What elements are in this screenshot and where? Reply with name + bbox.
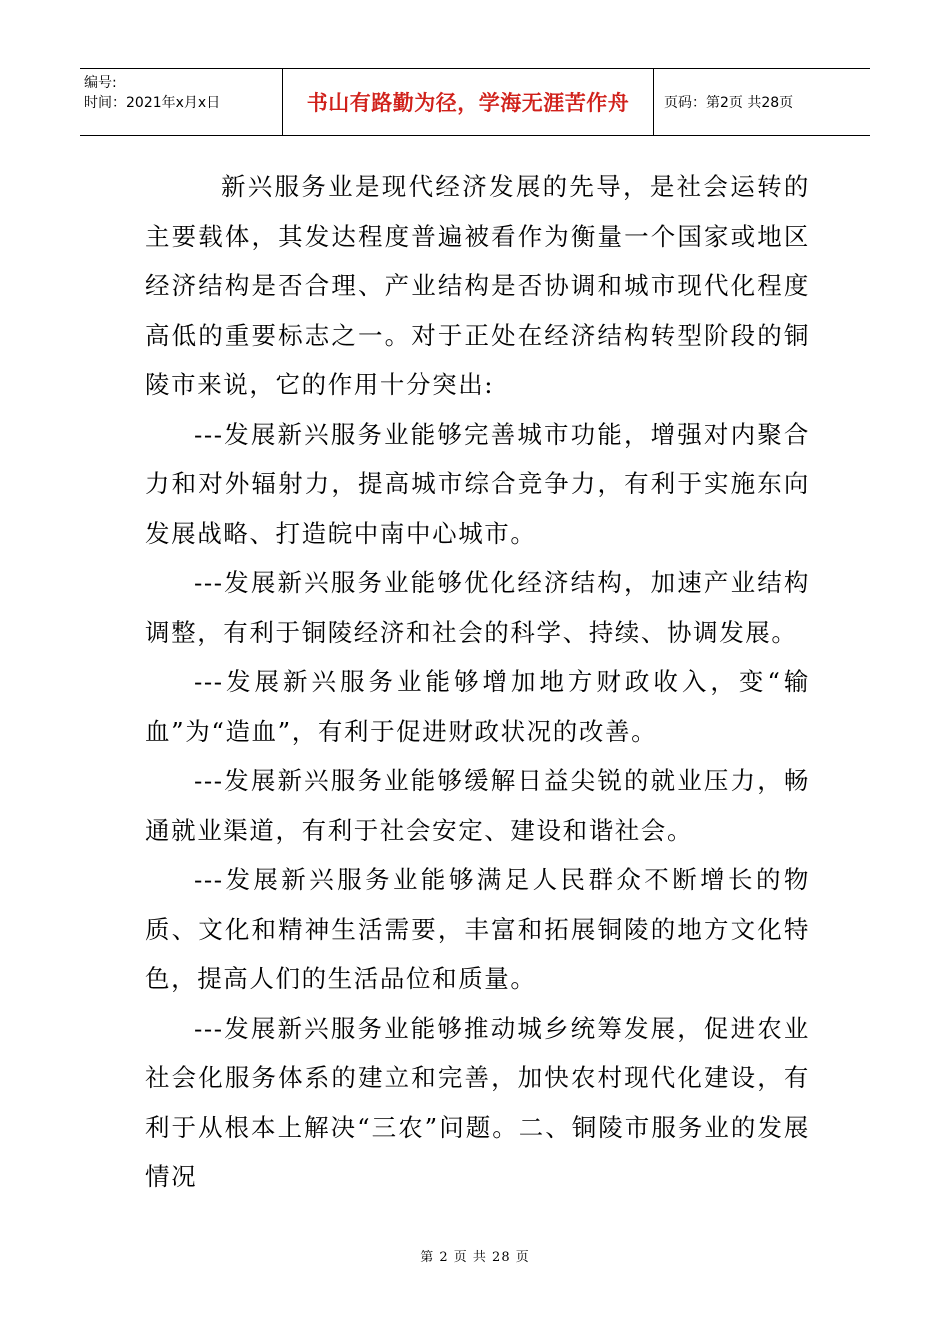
body-paragraph: ---发展新兴服务业能够缓解日益尖锐的就业压力，畅通就业渠道，有利于社会安定、建设和谐社会。 bbox=[145, 766, 810, 845]
document-time-label: 时间：2021年x月x日 bbox=[84, 95, 221, 111]
body-paragraph: ---发展新兴服务业能够推动城乡统筹发展，促进农业社会化服务体系的建立和完善，加快农村现代化建设，有利于从根本上解决“三农”问题。二、铜陵市服务业的发展情况 bbox=[145, 1013, 810, 1191]
body-paragraph: ---发展新兴服务业能够完善城市功能，增强对内聚合力和对外辐射力，提高城市综合竞争力，有利于实施东向发展战略、打造皖中南中心城市。 bbox=[145, 419, 810, 548]
header-motto: 书山有路勤为径，学海无涯苦作舟 bbox=[282, 69, 654, 135]
page-footer: 第 2 页 共 28 页 bbox=[420, 1250, 530, 1265]
page-header bbox=[80, 68, 870, 136]
body-paragraph: ---发展新兴服务业能够优化经济结构，加速产业结构调整，有利于铜陵经济和社会的科学、持续、协调发展。 bbox=[145, 568, 810, 647]
header-page-number: 页码：第2页 共28页 bbox=[664, 95, 794, 111]
header-meta bbox=[80, 69, 282, 135]
body-paragraph: ---发展新兴服务业能够满足人民群众不断增长的物质、文化和精神生活需要，丰富和拓展铜陵的地方文化特色，提高人们的生活品位和质量。 bbox=[145, 865, 810, 993]
document-number-label: 编号: bbox=[84, 75, 117, 91]
body-paragraph: ---发展新兴服务业能够增加地方财政收入，变“输血”为“造血”，有利于促进财政状况的改善。 bbox=[145, 667, 810, 746]
document-body bbox=[145, 162, 810, 1202]
body-paragraph: 新兴服务业是现代经济发展的先导，是社会运转的主要载体，其发达程度普遍被看作为衡量一个国家或地区经济结构是否合理、产业结构是否协调和城市现代化程度高低的重要标志之一。对于正处在经济结构转型阶段的铜陵市来说，它的作用十分突出: bbox=[145, 172, 810, 399]
